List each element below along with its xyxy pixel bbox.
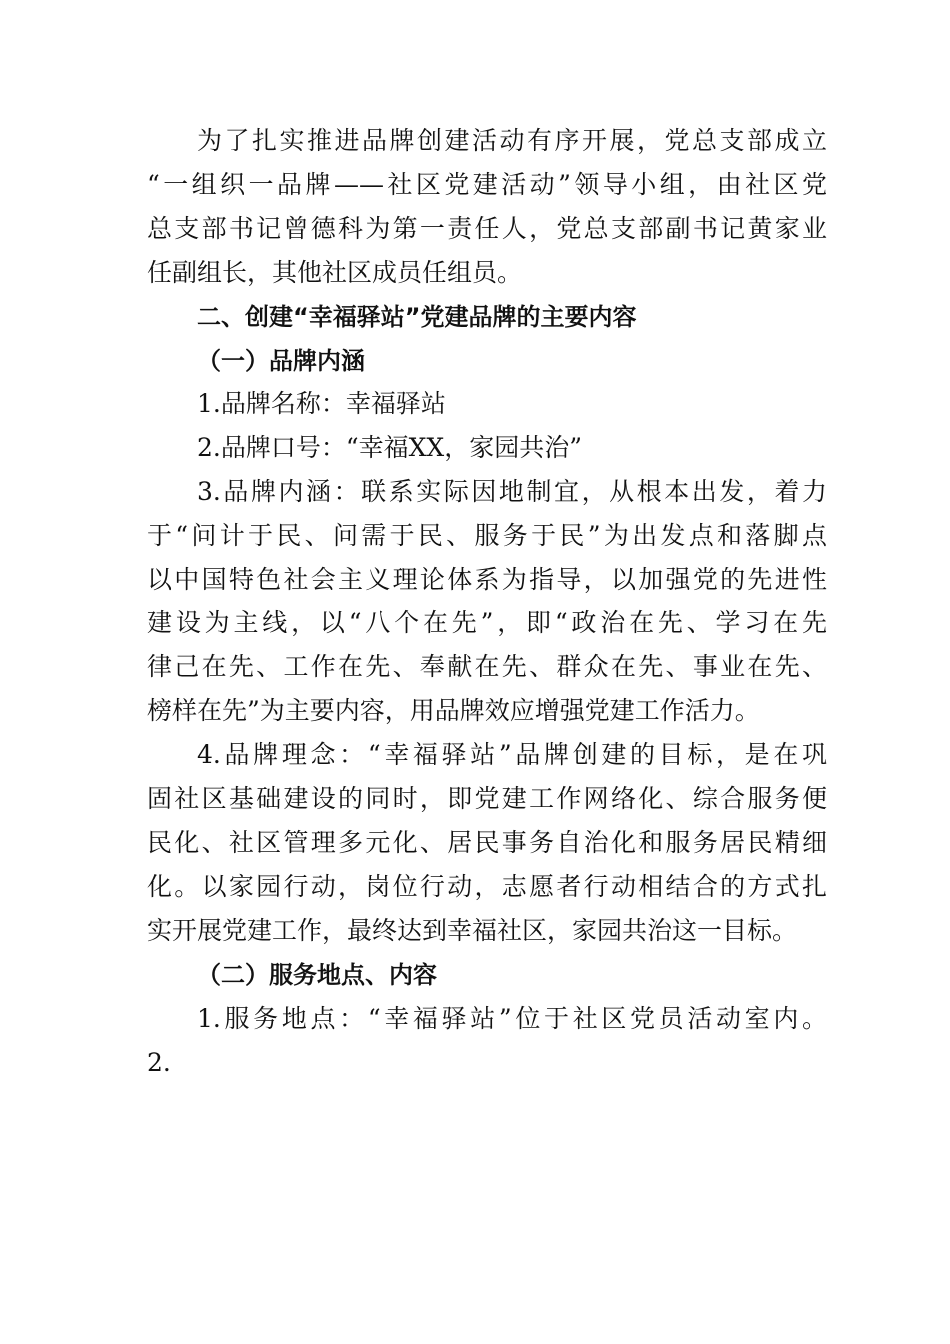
list-item: 2. [147, 1048, 171, 1077]
section-heading: 二、创建“幸福驿站”党建品牌的主要内容 [197, 303, 637, 331]
list-item: 3.品牌内涵：联系实际因地制宜，从根本出发，着力 [197, 477, 827, 506]
paragraph-line: 总支部书记曾德科为第一责任人，党总支部副书记黄家业 [147, 214, 827, 243]
paragraph-line: 民化、社区管理多元化、居民事务自治化和服务居民精细 [147, 828, 827, 857]
paragraph-line: 建设为主线，以“八个在先”，即“政治在先、学习在先 [147, 608, 827, 637]
paragraph-line: 化。以家园行动，岗位行动，志愿者行动相结合的方式扎 [147, 872, 827, 901]
list-item: 1.服务地点：“幸福驿站”位于社区党员活动室内。 [197, 1004, 827, 1033]
paragraph-line: 榜样在先”为主要内容，用品牌效应增强党建工作活力。 [147, 696, 760, 725]
subsection-heading: （一）品牌内涵 [197, 347, 365, 375]
paragraph-line: 以中国特色社会主义理论体系为指导，以加强党的先进性 [147, 565, 827, 594]
paragraph-line: 律己在先、工作在先、奉献在先、群众在先、事业在先、 [147, 652, 827, 681]
paragraph-line: 实开展党建工作，最终达到幸福社区，家园共治这一目标。 [147, 916, 798, 945]
list-item: 2.品牌口号：“幸福XX，家园共治” [197, 433, 583, 462]
subsection-heading: （二）服务地点、内容 [197, 961, 437, 989]
list-item: 4.品牌理念：“幸福驿站”品牌创建的目标，是在巩 [197, 740, 827, 769]
list-item: 1.品牌名称：幸福驿站 [197, 389, 446, 418]
paragraph-line: 于“问计于民、问需于民、服务于民”为出发点和落脚点 [147, 521, 827, 550]
paragraph-line: 为了扎实推进品牌创建活动有序开展，党总支部成立 [197, 126, 827, 155]
paragraph-line: 固社区基础建设的同时，即党建工作网络化、综合服务便 [147, 784, 827, 813]
paragraph-line: “一组织一品牌——社区党建活动”领导小组，由社区党 [147, 170, 827, 199]
paragraph-line: 任副组长，其他社区成员任组员。 [147, 258, 523, 287]
